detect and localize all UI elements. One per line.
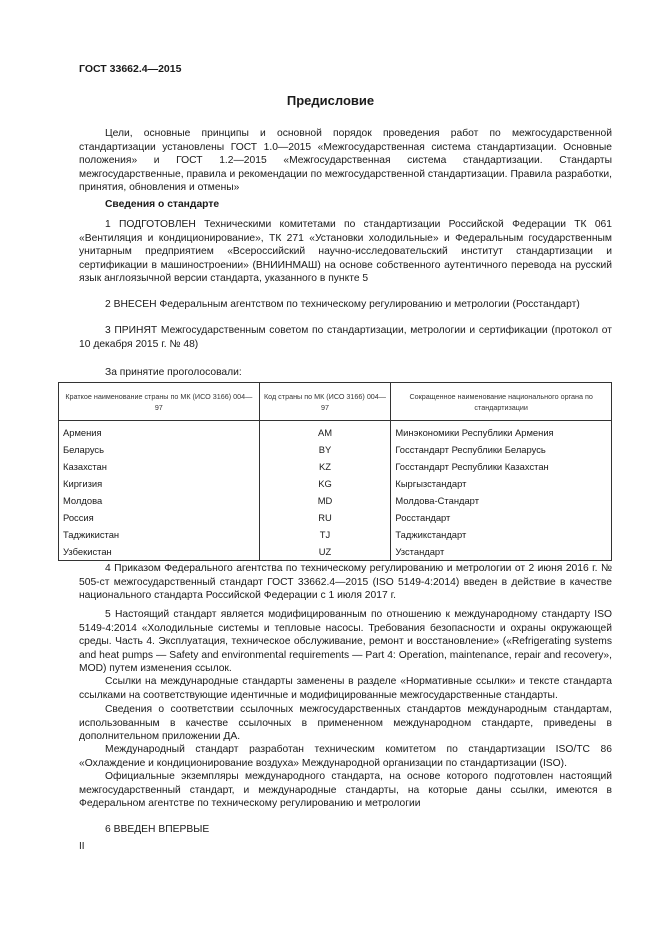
table-row [59, 509, 612, 526]
table-row [59, 441, 612, 458]
country-code: KZ [259, 458, 391, 475]
item-6-paragraph: 6 ВВЕДЕН ВПЕРВЫЕ [105, 824, 210, 835]
header-standards-body: Сокращенное наименование национального органа по стандартизации [391, 383, 612, 421]
item-3-paragraph: 3 ПРИНЯТ Межгосударственным советом по стандартизации, метрологии и сертификации (протокол от 10 декабря 2015 г. № 48) [79, 325, 612, 350]
country-code: KG [259, 475, 391, 492]
voted-label: За принятие проголосовали: [105, 367, 242, 378]
standards-body: Минэкономики Республики Армения [391, 421, 612, 442]
standards-body: Узстандарт [391, 543, 612, 561]
document-code: ГОСТ 33662.4—2015 [79, 63, 182, 75]
voting-table [58, 382, 612, 561]
item-5-paragraph: 5 Настоящий стандарт является модифицированным по отношению к международному стандарту ISO 5149-4:2014 «Холодильные системы и тепловые насосы. Требования безопасности и охраны окружающей среды. Часть 4. Эксплуатация, техническое обслуживание, ремонт и восстановление» («Refrigerating systems and heat pumps — Safety and environmental requirements — Part 4: Operation, maintenance, repair and recovery», MOD) путем изменения ссылок. [79, 609, 612, 675]
country-name: Беларусь [59, 441, 260, 458]
country-code: MD [259, 492, 391, 509]
country-code: UZ [259, 543, 391, 561]
standards-body: Госстандарт Республики Беларусь [391, 441, 612, 458]
country-code: BY [259, 441, 391, 458]
country-name: Россия [59, 509, 260, 526]
table-row [59, 421, 612, 442]
header-country-code: Код страны по МК (ИСО 3166) 004—97 [259, 383, 391, 421]
country-name: Таджикистан [59, 526, 260, 543]
item-5-references-paragraph: Ссылки на международные стандарты заменены в разделе «Нормативные ссылки» и тексте стандарта ссылками на соответствующие идентичные и модифицированные межгосударственные стандарты. [79, 676, 612, 701]
country-code: AM [259, 421, 391, 442]
country-name: Молдова [59, 492, 260, 509]
table-header-row [59, 383, 612, 421]
country-name: Киргизия [59, 475, 260, 492]
standards-body: Кыргызстандарт [391, 475, 612, 492]
intro-paragraph: Цели, основные принципы и основной порядок проведения работ по межгосударственной стандартизации установлены ГОСТ 1.0—2015 «Межгосударственная система стандартизации. Основные положения» и ГОСТ 1.2—2015 «Межгосударственная система стандартизации. Стандарты межгосударственные, правила и рекомендации по межгосударственной стандартизации. Правила разработки, принятия, обновления и отмены» [79, 128, 612, 194]
item-1-paragraph: 1 ПОДГОТОВЛЕН Техническими комитетами по стандартизации Российской Федерации ТК 061 «Вентиляция и кондиционирование», ТК 271 «Установки холодильные» и Федеральным государственным унитарным предприятием «Всероссийский научно-исследовательский институт стандартизации и сертификации в машиностроении» (ВНИИНМАШ) на основе собственного аутентичного перевода на русский язык англоязычной версии стандарта, указанного в пункте 5 [79, 219, 612, 285]
item-5-copies-paragraph: Официальные экземпляры международного стандарта, на основе которого подготовлен настоящий межгосударственный стандарт, и международные стандарты, на которые даны ссылки, имеются в Федеральном агентстве по техническому регулированию и метрологии [79, 771, 612, 810]
standards-body: Росстандарт [391, 509, 612, 526]
item-4-paragraph: 4 Приказом Федерального агентства по техническому регулированию и метрологии от 2 июня 2016 г. № 505-ст межгосударственный стандарт ГОСТ 33662.4—2015 (ISO 5149-4:2014) введен в действие в качестве национального стандарта Российской Федерации с 1 июля 2017 г. [79, 563, 612, 602]
page-title: Предисловие [286, 93, 375, 108]
page-number: II [79, 841, 85, 852]
table-row [59, 526, 612, 543]
table-row [59, 492, 612, 509]
table-row [59, 543, 612, 561]
item-2-paragraph: 2 ВНЕСЕН Федеральным агентством по техническому регулированию и метрологии (Росстандарт) [105, 299, 580, 310]
section-title: Сведения о стандарте [105, 199, 220, 210]
item-5-annex-paragraph: Сведения о соответствии ссылочных межгосударственных стандартов международным стандартам, использованным в качестве ссылочных в примененном международном стандарте, приведены в дополнительном приложении ДА. [79, 704, 612, 743]
item-5-committee-paragraph: Международный стандарт разработан техническим комитетом по стандартизации ISO/TC 86 «Охлаждение и кондиционирование воздуха» Международной организации по стандартизации (ISO). [79, 744, 612, 769]
country-name: Узбекистан [59, 543, 260, 561]
standards-body: Таджикстандарт [391, 526, 612, 543]
header-country-name: Краткое наименование страны по МК (ИСО 3166) 004—97 [59, 383, 260, 421]
standards-body: Госстандарт Республики Казахстан [391, 458, 612, 475]
country-name: Армения [59, 421, 260, 442]
country-code: TJ [259, 526, 391, 543]
country-code: RU [259, 509, 391, 526]
country-name: Казахстан [59, 458, 260, 475]
standards-body: Молдова-Стандарт [391, 492, 612, 509]
table-row [59, 458, 612, 475]
table-row [59, 475, 612, 492]
